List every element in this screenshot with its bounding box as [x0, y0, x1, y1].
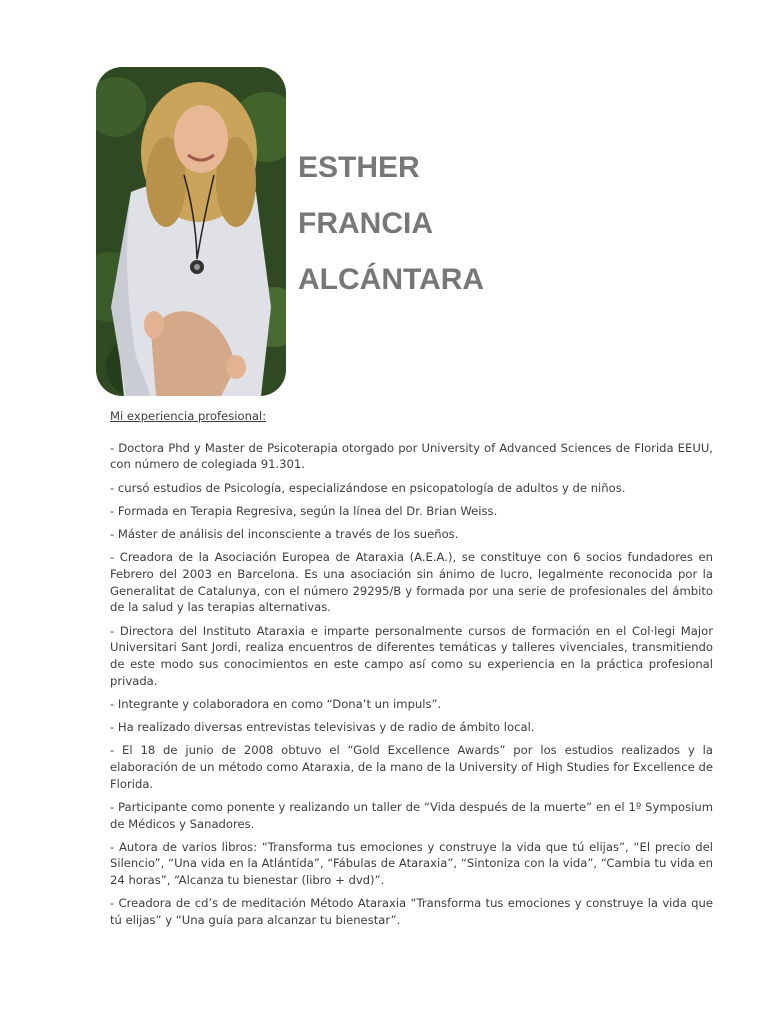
experience-item: - Autora de varios libros: “Transforma tus emociones y construye la vida que tú elijas”, “El precio del Silencio”, “Una vida en la Atlántida”, “Fábulas de Ataraxia”, “Sintoniza con la vida”, “Cambia tu vida en 24 horas”, “Alcanza tu bienestar (libro + dvd)”. [110, 839, 713, 888]
experience-item: - Participante como ponente y realizando un taller de “Vida después de la muerte” en el 1º Symposium de Médicos y Sanadores. [110, 799, 713, 831]
experience-item: - Doctora Phd y Master de Psicoterapia otorgado por University of Advanced Sciences de Florida EEUU, con número de colegiada 91.301. [110, 440, 713, 472]
name-line-first: ESTHER [298, 151, 420, 184]
experience-item: - Creadora de la Asociación Europea de Ataraxia (A.E.A.), se constituye con 6 socios fundadores en Febrero del 2003 en Barcelona. Es una asociación sin ánimo de lucro, legalmente reconocida por la Generalitat de Catalunya, con el número 29295/B y formada por una serie de profesionales del ámbito de la salud y las terapias alternativas. [110, 550, 713, 615]
person-name [298, 140, 484, 308]
experience-item: - El 18 de junio de 2008 obtuvo el “Gold Excellence Awards” por los estudios realizados y la elaboración de un método como Ataraxia, de la mano de la University of High Studies for Excellence de Florida. [110, 743, 713, 791]
name-line-second: FRANCIA [298, 207, 433, 240]
experience-item: - Máster de análisis del inconsciente a través de los sueños. [110, 527, 459, 542]
experience-item: - Ha realizado diversas entrevistas televisivas y de radio de ámbito local. [110, 720, 535, 735]
experience-item: - Integrante y colaboradora en como “Dona’t un impuls”. [110, 696, 442, 711]
experience-item: - cursó estudios de Psicología, especializándose en psicopatología de adultos y de niños. [110, 480, 626, 495]
portrait-illustration [96, 67, 286, 396]
experience-item: - Creadora de cd’s de meditación Método Ataraxia “Transforma tus emociones y construye la vida que tú elijas” y “Una guía para alcanzar tu bienestar”. [110, 896, 713, 928]
experience-item: - Directora del Instituto Ataraxia e imparte personalmente cursos de formación en el Col·legi Major Universitari Sant Jordi, realiza encuentros de diferentes temáticas y talleres vivenciales, transmitiendo de este modo sus conocimientos en este campo así como su experiencia en la práctica profesional privada. [110, 623, 713, 688]
name-line-third: ALCÁNTARA [298, 263, 485, 296]
experience-item: - Formada en Terapia Regresiva, según la línea del Dr. Brian Weiss. [110, 503, 498, 518]
profile-photo [96, 67, 286, 396]
section-title: Mi experiencia profesional: [110, 409, 267, 423]
experience-section [110, 408, 713, 935]
